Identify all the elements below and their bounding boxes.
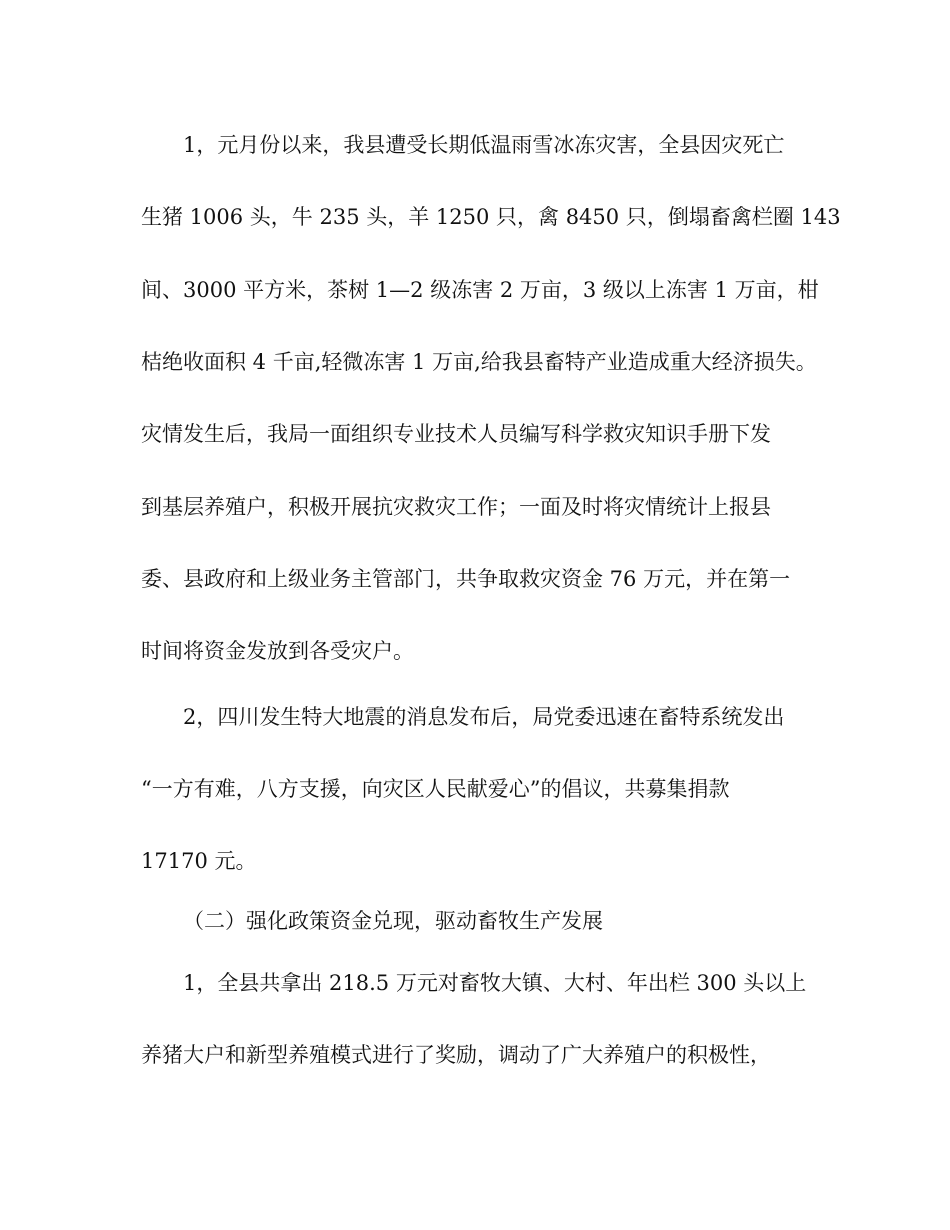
section-heading: （二）强化政策资金兑现，驱动畜牧生产发展 bbox=[183, 909, 603, 933]
paragraph-3-line-1: 1，全县共拿出 218.5 万元对畜牧大镇、大村、年出栏 300 头以上 bbox=[183, 971, 807, 995]
paragraph-2-line-3: 17170 元。 bbox=[141, 849, 257, 873]
paragraph-1-line-1: 1，元月份以来，我县遭受长期低温雨雪冰冻灾害，全县因灾死亡 bbox=[183, 133, 785, 157]
paragraph-1-line-6: 到基层养殖户，积极开展抗灾救灾工作；一面及时将灾情统计上报县 bbox=[141, 495, 771, 519]
paragraph-2-line-1: 2，四川发生特大地震的消息发布后，局党委迅速在畜特系统发出 bbox=[183, 705, 785, 729]
paragraph-1-line-5: 灾情发生后，我局一面组织专业技术人员编写科学救灾知识手册下发 bbox=[141, 422, 771, 446]
paragraph-1-line-7: 委、县政府和上级业务主管部门，共争取救灾资金 76 万元，并在第一 bbox=[141, 567, 791, 591]
paragraph-1-line-3: 间、3000 平方米，茶树 1—2 级冻害 2 万亩，3 级以上冻害 1 万亩，柑 bbox=[141, 278, 819, 302]
paragraph-2-line-2: “一方有难，八方支援，向灾区人民献爱心”的倡议，共募集捐款 bbox=[141, 777, 730, 801]
paragraph-1-line-4: 桔绝收面积 4 千亩,轻微冻害 1 万亩,给我县畜特产业造成重大经济损失。 bbox=[141, 350, 817, 374]
paragraph-1-line-8: 时间将资金发放到各受灾户。 bbox=[141, 639, 414, 663]
paragraph-1-line-2: 生猪 1006 头，牛 235 头，羊 1250 只，禽 8450 只，倒塌畜禽栏圈 143 bbox=[141, 205, 841, 229]
paragraph-3-line-2: 养猪大户和新型养殖模式进行了奖励，调动了广大养殖户的积极性， bbox=[141, 1043, 771, 1067]
